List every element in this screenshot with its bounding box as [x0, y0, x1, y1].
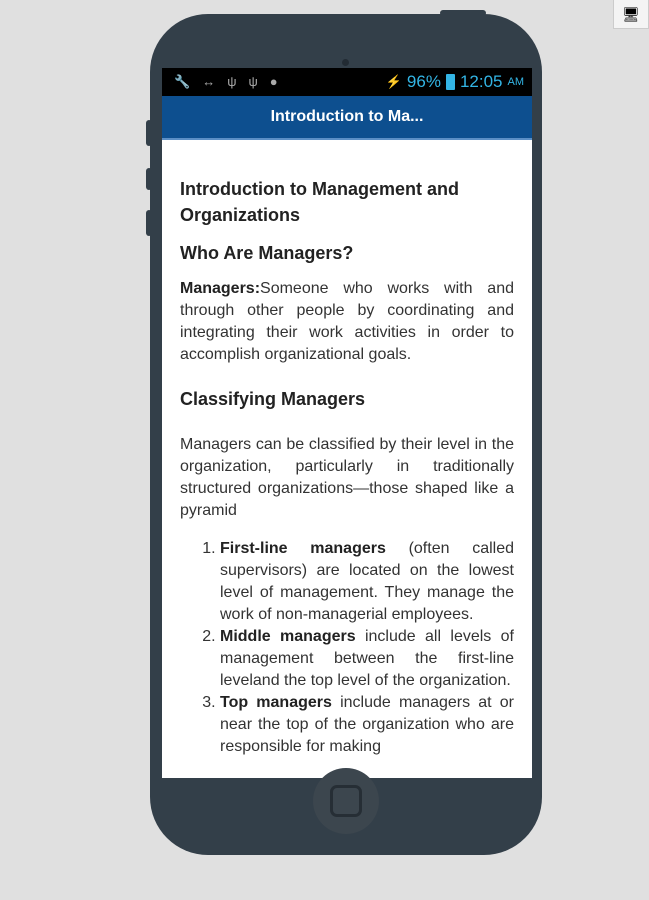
home-button[interactable]	[313, 768, 379, 834]
app-title: Introduction to Ma...	[270, 108, 424, 125]
list-item: 3. Top managers include managers at or near the top of the organization who are responsible for making	[220, 692, 514, 758]
classify-paragraph: Managers can be classified by their level in the organization, particularly in traditionally structured organizations—those shaped like a pyramid	[180, 436, 514, 519]
manager-levels-list	[180, 538, 514, 758]
definition: Someone who works with and through other people by coordinating and integrating their work activities in order to accomplish organizational goals.	[180, 280, 514, 363]
term: Managers:	[180, 280, 261, 297]
monitor-icon: 🖥	[622, 5, 640, 22]
heading-who-are-managers: Who Are Managers?	[180, 243, 354, 263]
battery-icon	[446, 74, 455, 90]
status-bar	[162, 68, 532, 96]
battery-percent: 96%	[406, 72, 441, 91]
managers-definition	[180, 278, 514, 366]
app-bar	[162, 96, 532, 140]
screen	[162, 68, 532, 778]
android-icon: ●	[269, 74, 278, 89]
article-title: Introduction to Management and Organizations	[180, 179, 459, 225]
camera	[342, 59, 349, 66]
clock-ampm: AM	[507, 76, 524, 88]
home-square-icon	[330, 785, 362, 817]
list-item: 2. Middle managers include all levels of management between the first-line leveland the top level of the organization.	[220, 626, 514, 692]
usb-icon: ψ	[227, 74, 237, 89]
signal-icon: ⚡	[385, 74, 402, 89]
desktop-mode-button[interactable]	[613, 0, 649, 29]
heading-classifying-managers: Classifying Managers	[180, 389, 366, 409]
article-content[interactable]	[162, 140, 532, 758]
wrench-icon: 🔧	[174, 74, 191, 89]
clock: 12:05	[459, 72, 503, 91]
usb-debug-icon: ↔	[202, 74, 216, 89]
list-item: 1. First-line managers (often called supervisors) are located on the lowest level of management. They manage the work of non-managerial employees.	[220, 538, 514, 626]
usb-icon: ψ	[248, 74, 258, 89]
